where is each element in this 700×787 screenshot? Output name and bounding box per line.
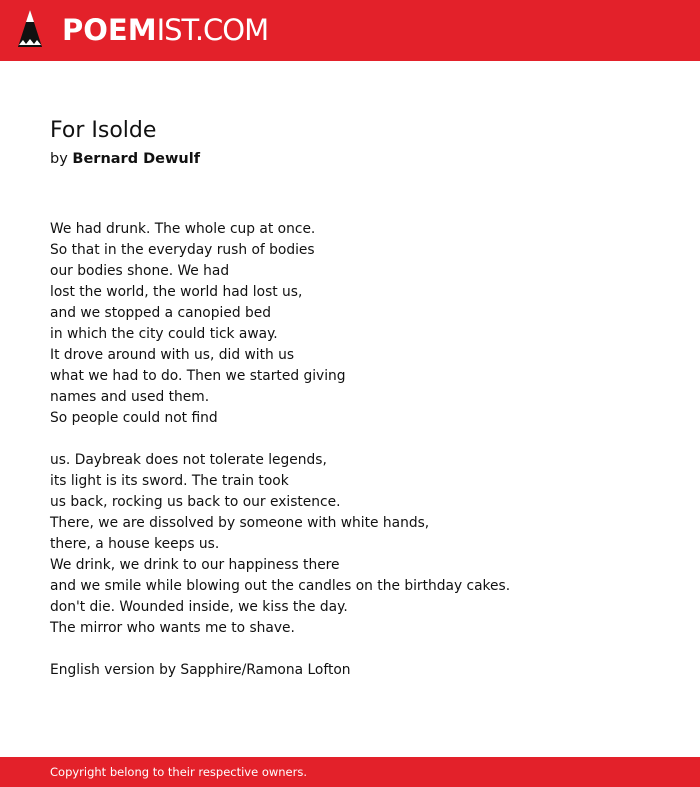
poem-line: our bodies shone. We had [50,263,230,279]
poem-line: us back, rocking us back to our existence. [50,494,341,510]
logo-light-text: IST.COM [156,13,269,47]
poem-line: So people could not find [50,410,218,426]
poem-stanza [50,450,670,639]
poem-line: what we had to do. Then we started giving [50,368,346,384]
site-header [0,0,700,61]
poem-stanza [50,660,670,681]
poem-line: The mirror who wants me to shave. [50,620,295,636]
site-footer [0,757,700,787]
poem-line: and we stopped a canopied bed [50,305,271,321]
poem-line: So that in the everyday rush of bodies [50,242,315,258]
poem-line: We had drunk. The whole cup at once. [50,221,316,237]
poem-stanza [50,219,670,429]
poem-line: names and used them. [50,389,210,405]
poem-line: there, a house keeps us. [50,536,220,552]
poem-line: We drink, we drink to our happiness there [50,557,340,573]
by-label: by [50,151,68,167]
poem-line: in which the city could tick away. [50,326,278,342]
poem-line: It drove around with us, did with us [50,347,295,363]
author-name: Bernard Dewulf [72,151,200,167]
poem-body [50,219,670,702]
logo-bold-text: POEM [62,13,157,47]
poem-line: and we smile while blowing out the candles on the birthday cakes. [50,578,511,594]
pencil-icon[interactable] [17,9,43,51]
poem-title: For Isolde [50,118,157,143]
copyright-text: Copyright belong to their respective owners. [50,765,308,779]
byline [50,149,200,169]
site-logo[interactable] [62,13,268,47]
poem-line: English version by Sapphire/Ramona Lofton [50,662,351,678]
poem-line: us. Daybreak does not tolerate legends, [50,452,327,468]
poem-line: its light is its sword. The train took [50,473,289,489]
poem-line: lost the world, the world had lost us, [50,284,303,300]
poem-line: don't die. Wounded inside, we kiss the day. [50,599,348,615]
poem-line: There, we are dissolved by someone with white hands, [50,515,430,531]
